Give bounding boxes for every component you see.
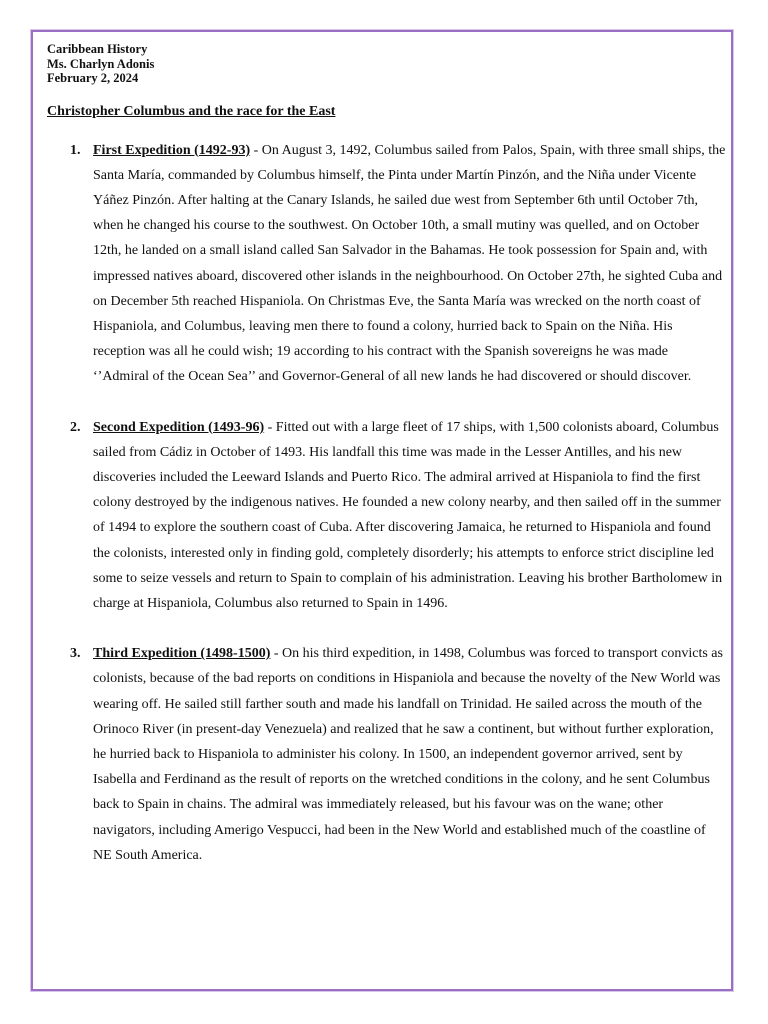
document-content [47, 42, 727, 893]
list-item-body [93, 415, 727, 617]
expedition-list [47, 138, 727, 868]
course-name: Caribbean History [47, 42, 148, 56]
list-item-number: 3. [70, 646, 81, 662]
list-item-number: 1. [70, 142, 81, 158]
document-title: Christopher Columbus and the race for the East [47, 103, 336, 119]
list-item-text: - On his third expedition, in 1498, Columbus was forced to transport convicts as colonists, because of the bad reports on conditions in Hispaniola and because the novelty of the New World was wearing off. He sailed still farther south and made his landfall on Trinidad. He sailed across the mouth of the Orinoco River (in present-day Venezuela) and realized that he saw a continent, but without further exploration, he hurried back to Hispaniola to administer his colony. In 1500, an independent governor arrived, sent by Isabella and Ferdinand as the result of reports on the wretched conditions in the colony, and he sent Columbus back to Spain in chains. The admiral was immediately released, but his favour was on the wane; other navigators, including Amerigo Vespucci, had been in the New World and established much of the coastline of NE South America. [93, 646, 723, 863]
list-item-body [93, 641, 727, 868]
list-item-third-expedition [47, 641, 727, 868]
list-item-heading: Second Expedition (1493-96) [93, 419, 265, 435]
list-item-number: 2. [70, 419, 81, 435]
list-item-body [93, 138, 727, 390]
list-item-text: - Fitted out with a large fleet of 17 ships, with 1,500 colonists aboard, Columbus sailed from Cádiz in October of 1493. His landfall this time was made in the Lesser Antilles, and his new discoveries included the Leeward Islands and Puerto Rico. The admiral arrived at Hispaniola to find the first colony destroyed by the indigenous natives. He founded a new colony nearby, and then sailed off in the summer of 1494 to explore the southern coast of Cuba. After discovering Jamaica, he returned to Hispaniola and found the colonists, interested only in finding gold, completely disorderly; his attempts to enforce strict discipline led some to seize vessels and return to Spain to complain of his administration. Leaving his brother Bartholomew in charge at Hispaniola, Columbus also returned to Spain in 1496. [93, 419, 723, 611]
list-item-heading: Third Expedition (1498-1500) [93, 646, 271, 662]
list-item-text: - On August 3, 1492, Columbus sailed from Palos, Spain, with three small ships, the Santa María, commanded by Columbus himself, the Pinta under Martín Pinzón, and the Niña under Vicente Yáñez Pinzón. After halting at the Canary Islands, he sailed due west from September 6th until October 7th, when he changed his course to the southwest. On October 10th, a small mutiny was quelled, and on October 12th, he landed on a small island called San Salvador in the Bahamas. He took possession for Spain and, with impressed natives aboard, discovered other islands in the neighbourhood. On October 27th, he sighted Cuba and on December 5th reached Hispaniola. On Christmas Eve, the Santa María was wrecked on the north coast of Hispaniola, and Columbus, leaving men there to found a colony, hurried back to Spain on the Niña. His reception was all he could wish; 19 according to his contract with the Spanish sovereigns he was made ‘’Admiral of the Ocean Sea’’ and Governor-General of all new lands he had discovered or should discover. [93, 142, 726, 385]
document-date: February 2, 2024 [47, 71, 139, 85]
list-item-second-expedition [47, 415, 727, 617]
list-item-first-expedition [47, 138, 727, 390]
teacher-name: Ms. Charlyn Adonis [47, 56, 155, 71]
list-item-heading: First Expedition (1492-93) [93, 142, 251, 158]
